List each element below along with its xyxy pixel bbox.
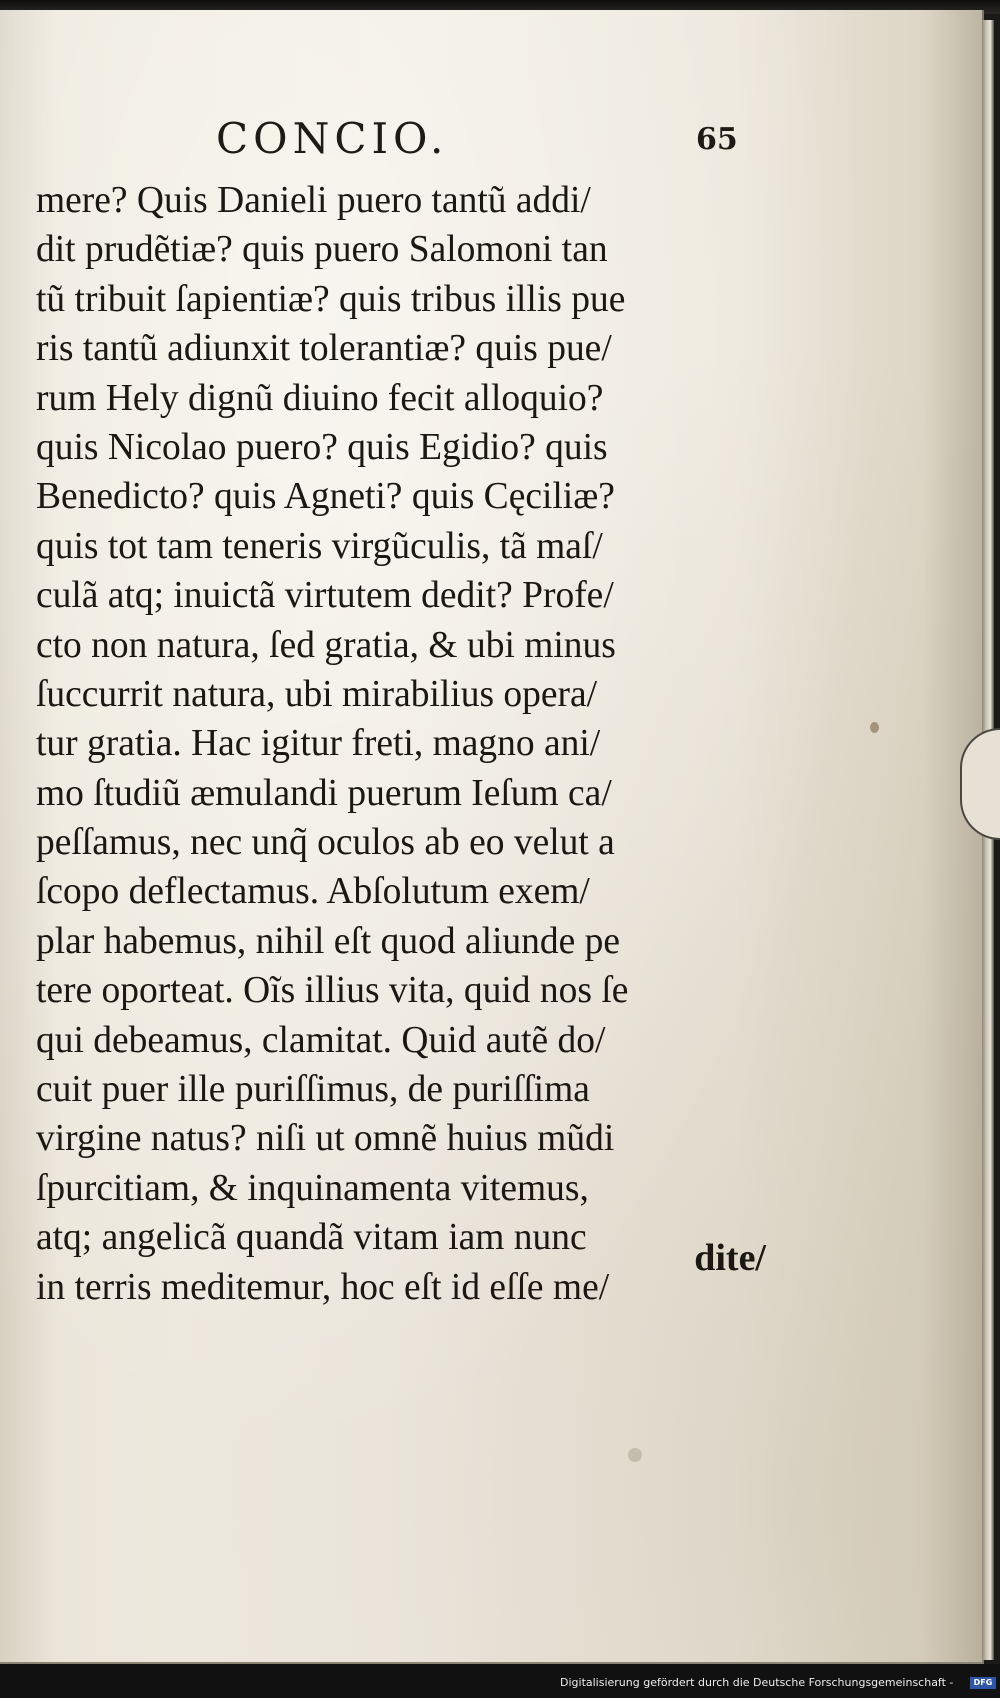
text-line: tere oporteat. Oĩs illius vita, quid nos ſe xyxy=(36,969,629,1012)
text-line: virgine natus? niſi ut omnẽ huius mũdi xyxy=(36,1117,615,1160)
digitization-credit: Digitalisierung gefördert durch die Deutsche Forschungsgemeinschaft - xyxy=(560,1676,954,1689)
text-line: dit prudẽtiæ? quis puero Salomoni tan xyxy=(36,228,608,271)
ink-spot xyxy=(870,722,879,733)
text-line: mo ſtudiũ æmulandi puerum Ieſum ca/ xyxy=(36,771,612,814)
running-head xyxy=(36,114,756,174)
running-title: CONCIO. xyxy=(216,114,449,163)
page-number: 65 xyxy=(696,122,738,157)
dfg-logo: DFG xyxy=(970,1677,996,1689)
text-line: quis Nicolao puero? quis Egidio? quis xyxy=(36,425,608,468)
text-line: cto non natura, ſed gratia, & ubi minus xyxy=(36,623,616,666)
text-line: culã atq; inuictã virtutem dedit? Profe/ xyxy=(36,574,614,617)
text-line: quis tot tam teneris virgũculis, tã maſ/ xyxy=(36,524,603,567)
paper-stain xyxy=(628,1448,642,1462)
text-line: atq; angelicã quandã vitam iam nunc xyxy=(36,1216,587,1259)
text-line: ris tantũ adiunxit tolerantiæ? quis pue/ xyxy=(36,327,612,370)
text-line: ſpurcitiam, & inquinamenta vitemus, xyxy=(36,1166,589,1209)
text-line: tũ tribuit ſapientiæ? quis tribus illis pue xyxy=(36,277,626,320)
text-line: mere? Quis Danieli puero tantũ addi/ xyxy=(36,179,591,221)
text-line: tur gratia. Hac igitur freti, magno ani/ xyxy=(36,722,601,765)
text-line: peſſamus, nec unq̃ oculos ab eo velut a xyxy=(36,821,615,864)
text-line: rum Hely dignũ diuino fecit alloquio? xyxy=(36,376,604,419)
text-line: cuit puer ille puriſſimus, de puriſſima xyxy=(36,1068,590,1111)
text-line: in terris meditemur, hoc eſt id eſſe me/ xyxy=(36,1265,610,1308)
text-line: ſuccurrit natura, ubi mirabilius opera/ xyxy=(36,672,598,715)
text-line: ſcopo deflectamus. Abſolutum exem/ xyxy=(36,870,590,913)
page-edge xyxy=(982,20,994,1660)
book-page xyxy=(0,10,984,1664)
text-block xyxy=(36,176,776,1312)
text-line: Benedicto? quis Agneti? quis Cęciliæ? xyxy=(36,475,615,518)
text-line: qui debeamus, clamitat. Quid autẽ do/ xyxy=(36,1018,606,1061)
catchword: dite/ xyxy=(694,1237,766,1279)
text-line: plar habemus, nihil eſt quod aliunde pe xyxy=(36,919,621,962)
